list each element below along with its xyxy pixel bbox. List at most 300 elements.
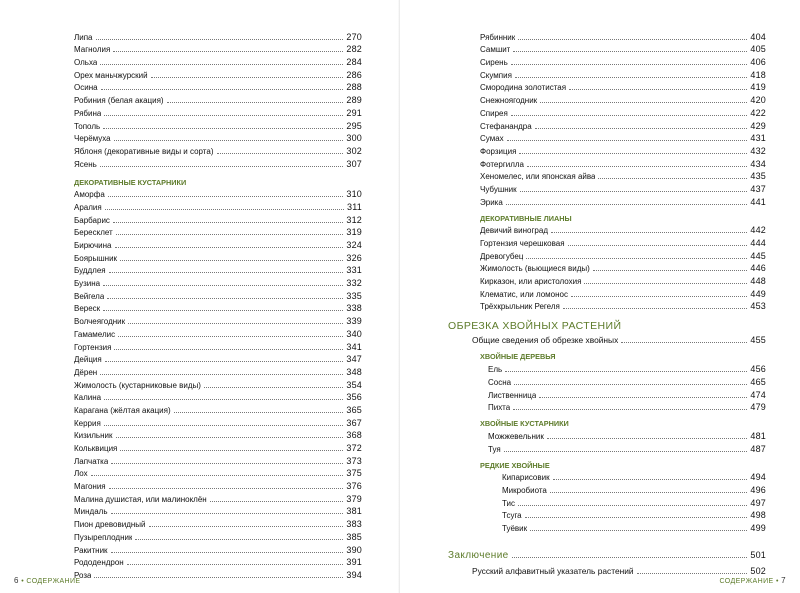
toc-entry-title: Пузыреплодник — [74, 532, 133, 542]
dot-leader — [104, 425, 344, 426]
toc-entry-title: Орех маньчжурский — [74, 70, 148, 80]
toc-page-number: 501 — [750, 550, 766, 560]
toc-entry[interactable] — [74, 440, 362, 453]
dot-leader — [547, 438, 748, 439]
dot-leader — [105, 361, 344, 362]
toc-page-number: 311 — [347, 201, 362, 212]
dot-leader — [167, 102, 344, 103]
dot-leader — [506, 204, 748, 205]
dot-leader — [515, 77, 747, 78]
toc-entry-title: Жимолость (кустарниковые виды) — [74, 380, 201, 390]
toc-entry-title: Сумах — [480, 134, 504, 144]
toc-entry-title: Ракитник — [74, 545, 108, 555]
toc-entry-title: Девичий виноград — [480, 226, 548, 236]
dot-leader — [598, 178, 747, 179]
dot-leader — [513, 51, 747, 52]
toc-entry[interactable] — [74, 516, 362, 529]
toc-entry[interactable] — [74, 212, 362, 225]
toc-entry-title: Тсуга — [502, 511, 522, 521]
toc-entry[interactable] — [74, 313, 362, 326]
right-page-number: 7 — [781, 576, 786, 585]
dot-leader — [513, 409, 747, 410]
toc-page-number: 326 — [346, 252, 362, 263]
toc-page-number: 286 — [346, 69, 362, 80]
toc-page-number: 383 — [346, 519, 362, 530]
toc-entry-title: Миндаль — [74, 507, 108, 517]
toc-entry[interactable] — [74, 402, 362, 415]
dot-leader — [116, 234, 344, 235]
toc-entry[interactable] — [480, 286, 766, 299]
toc-entry-title: Трёхкрыльник Регеля — [480, 302, 560, 312]
dot-leader — [551, 232, 747, 233]
toc-page-number: 312 — [346, 214, 362, 225]
toc-entry-title: Бузина — [74, 279, 101, 289]
toc-entry[interactable] — [74, 567, 362, 580]
toc-page-number: 291 — [346, 107, 362, 118]
toc-entry[interactable] — [480, 387, 766, 400]
toc-page-number: 331 — [346, 265, 362, 276]
dot-leader — [109, 488, 344, 489]
dot-leader — [94, 577, 343, 578]
dot-leader — [111, 513, 344, 514]
toc-entry-title: Роза — [74, 570, 92, 580]
toc-page-number: 456 — [750, 364, 766, 375]
subsection-heading-shrubs: ДЕКОРАТИВНЫЕ КУСТАРНИКИ — [74, 177, 187, 187]
dot-leader — [104, 399, 343, 400]
dot-leader — [526, 258, 747, 259]
dot-leader — [504, 451, 748, 452]
toc-entry-title: Сосна — [488, 377, 512, 387]
vines-list — [480, 223, 766, 312]
toc-page-number: 368 — [346, 430, 362, 441]
toc-entry[interactable] — [480, 67, 766, 80]
toc-entry-title: Кольквиция — [74, 444, 118, 453]
toc-page-number: 444 — [750, 238, 766, 248]
toc-page-number: 418 — [750, 69, 766, 80]
toc-entry-title: Рододендрон — [74, 558, 124, 568]
dot-leader — [96, 39, 344, 40]
dot-leader — [105, 209, 344, 210]
dot-leader — [511, 64, 748, 65]
toc-page-number: 372 — [346, 443, 362, 453]
toc-entry-title: Заключение — [448, 551, 509, 560]
dot-leader — [111, 463, 343, 464]
toc-entry[interactable] — [480, 156, 766, 169]
toc-entry[interactable] — [480, 299, 766, 312]
toc-entry-title: Сирень — [480, 58, 508, 68]
toc-entry-title: Туя — [488, 444, 501, 454]
toc-entry-title: Рябинник — [480, 32, 516, 42]
dot-leader — [113, 222, 343, 223]
toc-entry-title: Робиния (белая акация) — [74, 96, 164, 106]
dot-leader — [535, 128, 748, 129]
toc-entry[interactable] — [74, 288, 362, 301]
toc-page-number: 434 — [750, 158, 766, 169]
dot-leader — [520, 191, 748, 192]
toc-entry[interactable] — [74, 301, 362, 314]
left-page-number: 6 — [14, 576, 19, 585]
toc-page-number: 347 — [346, 354, 362, 365]
toc-entry-title: Общие сведения об обрезке хвойных — [472, 336, 619, 346]
dot-leader — [507, 140, 748, 141]
toc-entry[interactable] — [480, 470, 766, 483]
toc-page-number: 381 — [346, 506, 362, 517]
toc-page-number: 420 — [750, 95, 766, 106]
toc-page-number: 431 — [750, 133, 766, 144]
toc-entry-title: Стефанандра — [480, 121, 532, 131]
toc-entry-title: Смородина золотистая — [480, 83, 567, 93]
dot-leader — [563, 308, 748, 309]
toc-entry[interactable] — [74, 542, 362, 555]
dot-leader — [100, 64, 343, 65]
toc-page-number: 404 — [750, 31, 766, 42]
subsection-heading-conifer-trees: ХВОЙНЫЕ ДЕРЕВЬЯ — [480, 352, 556, 362]
toc-entry[interactable] — [74, 263, 362, 276]
dot-leader — [217, 153, 344, 154]
toc-page-number: 288 — [346, 82, 362, 93]
dot-leader — [107, 298, 343, 299]
dot-leader — [100, 374, 343, 375]
toc-entry[interactable] — [74, 29, 362, 42]
toc-entry-title: Снежноягодник — [480, 96, 538, 106]
toc-entry-title: Буддлея — [74, 266, 106, 276]
toc-entry[interactable] — [480, 400, 766, 413]
toc-page-number: 282 — [346, 44, 362, 55]
toc-entry[interactable] — [74, 339, 362, 352]
toc-page-number: 435 — [750, 171, 766, 182]
toc-entry[interactable] — [480, 223, 766, 236]
dot-leader — [593, 270, 748, 271]
dot-leader — [204, 387, 343, 388]
toc-entry[interactable] — [74, 504, 362, 517]
toc-page-number: 432 — [750, 145, 766, 156]
toc-entry[interactable] — [480, 118, 766, 131]
toc-page-number: 295 — [346, 120, 362, 131]
dot-leader — [553, 479, 748, 480]
toc-entry-title: Гортензия черешковая — [480, 239, 565, 248]
toc-entry[interactable] — [480, 131, 766, 144]
toc-entry[interactable] — [74, 225, 362, 238]
toc-entry-title: Жимолость (вьющиеся виды) — [480, 264, 590, 274]
toc-page-number: 429 — [750, 120, 766, 131]
toc-page-number: 449 — [750, 288, 766, 299]
toc-page-number: 365 — [346, 404, 362, 415]
subsection-heading-conifer-shrubs: ХВОЙНЫЕ КУСТАРНИКИ — [480, 419, 569, 429]
dot-leader — [210, 501, 344, 502]
toc-entry[interactable] — [74, 478, 362, 491]
toc-entry[interactable] — [480, 80, 766, 93]
toc-entry-title: Карагана (жёлтая акация) — [74, 405, 171, 415]
toc-entry-title: Черёмуха — [74, 134, 111, 144]
toc-entry-title: Ольха — [74, 58, 98, 68]
dot-leader — [571, 296, 747, 297]
dot-leader — [127, 564, 344, 565]
toc-entry[interactable] — [480, 273, 766, 286]
toc-page-number: 455 — [750, 335, 766, 346]
toc-entry-title: Ель — [488, 365, 503, 375]
toc-entry-title: Эрика — [480, 197, 503, 207]
dot-leader — [111, 552, 344, 553]
right-page — [400, 0, 800, 593]
dot-leader — [512, 557, 748, 558]
dot-leader — [530, 530, 747, 531]
toc-entry-title: Боярышник — [74, 253, 118, 263]
toc-entry[interactable] — [480, 495, 766, 508]
dot-leader — [116, 437, 344, 438]
toc-entry[interactable] — [480, 181, 766, 194]
dot-leader — [101, 89, 344, 90]
toc-entry-title: Дёрен — [74, 367, 98, 377]
toc-entry[interactable] — [74, 187, 362, 200]
rare-conifers-list — [480, 470, 766, 533]
toc-entry[interactable] — [480, 508, 766, 521]
toc-entry[interactable] — [74, 364, 362, 377]
dot-leader — [151, 77, 344, 78]
toc-entry[interactable] — [480, 482, 766, 495]
dot-leader — [103, 128, 343, 129]
toc-entry[interactable] — [480, 441, 766, 454]
toc-page-number: 496 — [750, 484, 766, 495]
toc-page-number: 390 — [346, 544, 362, 555]
toc-page-number: 446 — [750, 263, 766, 274]
toc-page-number: 300 — [346, 133, 362, 144]
toc-entry[interactable] — [74, 237, 362, 250]
dot-leader — [149, 526, 344, 527]
toc-entry[interactable] — [74, 529, 362, 542]
dot-leader — [100, 166, 344, 167]
toc-entry[interactable] — [74, 377, 362, 390]
dot-leader — [135, 539, 343, 540]
toc-page-number: 394 — [346, 569, 362, 580]
toc-entry[interactable] — [74, 105, 362, 118]
toc-entry-title: Кирказон, или аристолохия — [480, 277, 582, 287]
right-folio-label: СОДЕРЖАНИЕ — [719, 578, 774, 585]
toc-page-number: 498 — [750, 510, 766, 521]
toc-entry-title: Пихта — [488, 403, 511, 413]
folio-bullet: • — [21, 578, 27, 585]
toc-entry[interactable] — [74, 415, 362, 428]
toc-entry[interactable] — [74, 54, 362, 67]
toc-entry[interactable] — [480, 92, 766, 105]
toc-entry[interactable] — [480, 42, 766, 55]
toc-page-number: 445 — [750, 250, 766, 261]
toc-entry[interactable] — [480, 169, 766, 182]
toc-entry[interactable] — [74, 428, 362, 441]
subsection-heading-vines: ДЕКОРАТИВНЫЕ ЛИАНЫ — [480, 213, 572, 223]
dot-leader — [518, 505, 747, 506]
dot-leader — [128, 323, 343, 324]
toc-page-number: 453 — [750, 301, 766, 312]
toc-page-number: 335 — [346, 290, 362, 301]
toc-page-number: 302 — [346, 145, 362, 156]
toc-entry[interactable] — [74, 156, 362, 169]
dot-leader — [514, 384, 747, 385]
toc-entry-title: Кипарисовик — [502, 473, 550, 483]
toc-entry-title: Кизильник — [74, 431, 113, 441]
toc-page-number: 474 — [750, 389, 766, 400]
toc-entry-title: Лапчатка — [74, 456, 109, 466]
toc-entry[interactable] — [74, 143, 362, 156]
dot-leader — [525, 517, 748, 518]
toc-entry[interactable] — [480, 235, 766, 248]
toc-entry-title: Лиственница — [488, 390, 537, 400]
dot-leader — [550, 492, 747, 493]
toc-entry[interactable] — [74, 131, 362, 144]
toc-page-number: 356 — [346, 392, 362, 403]
toc-entry[interactable] — [74, 80, 362, 93]
toc-page-number: 284 — [346, 57, 362, 68]
left-shrubs-list — [74, 187, 362, 580]
toc-entry[interactable] — [74, 92, 362, 105]
toc-entry[interactable] — [480, 428, 766, 441]
toc-entry-title: Дейция — [74, 355, 102, 365]
toc-entry[interactable] — [74, 250, 362, 263]
toc-entry[interactable] — [74, 326, 362, 339]
toc-page-number: 479 — [750, 402, 766, 413]
toc-entry-title: Скумпия — [480, 70, 512, 80]
toc-entry-title: Чубушник — [480, 184, 517, 194]
toc-page-number: 376 — [346, 481, 362, 492]
toc-entry[interactable] — [74, 199, 362, 212]
toc-page-number: 494 — [750, 472, 766, 483]
toc-entry-title: Микробиота — [502, 485, 547, 495]
toc-entry[interactable] — [480, 54, 766, 67]
toc-entry[interactable] — [74, 67, 362, 80]
toc-page-number: 367 — [346, 417, 362, 428]
toc-page-number: 405 — [750, 44, 766, 55]
toc-page-number: 391 — [346, 557, 362, 568]
toc-entry[interactable] — [480, 361, 766, 374]
toc-entry-title: Барбарис — [74, 215, 110, 225]
subsection-heading-rare-conifers: РЕДКИЕ ХВОЙНЫЕ — [480, 460, 550, 470]
toc-page-number: 448 — [750, 276, 766, 287]
toc-entry[interactable] — [74, 390, 362, 403]
dot-leader — [115, 247, 344, 248]
dot-leader — [118, 336, 343, 337]
toc-page-number: 502 — [750, 566, 766, 576]
toc-entry-title: Древогубец — [480, 251, 524, 261]
dot-leader — [505, 371, 747, 372]
section-title-conifers: ОБРЕЗКА ХВОЙНЫХ РАСТЕНИЙ — [448, 320, 622, 333]
conifer-shrubs-list — [480, 428, 766, 453]
toc-page-number: 422 — [750, 107, 766, 118]
toc-entry-title: Калина — [74, 393, 102, 403]
toc-entry-conifer-intro[interactable] — [472, 332, 766, 345]
dot-leader — [519, 153, 747, 154]
dot-leader — [584, 283, 747, 284]
toc-page-number: 373 — [346, 455, 362, 466]
toc-entry-title: Яблоня (декоративные виды и сорта) — [74, 146, 214, 156]
toc-entry[interactable] — [480, 143, 766, 156]
toc-entry-title: Можжевельник — [488, 431, 544, 441]
dot-leader — [120, 450, 343, 451]
toc-entry[interactable] — [74, 453, 362, 466]
toc-entry-title: Пион древовидный — [74, 520, 146, 530]
toc-page-number: 319 — [346, 227, 362, 238]
toc-page-number: 406 — [750, 57, 766, 68]
toc-entry[interactable] — [74, 118, 362, 131]
left-folio — [14, 576, 81, 585]
dot-leader — [113, 51, 343, 52]
dot-leader — [569, 89, 747, 90]
toc-entry-title: Ясень — [74, 159, 97, 169]
toc-page-number: 487 — [750, 443, 766, 454]
toc-entry[interactable] — [480, 261, 766, 274]
toc-page-number: 375 — [346, 468, 362, 479]
toc-entry[interactable] — [74, 275, 362, 288]
toc-entry[interactable] — [74, 466, 362, 479]
toc-entry[interactable] — [480, 194, 766, 207]
folio-bullet: • — [775, 578, 782, 585]
toc-page-number: 379 — [346, 493, 362, 504]
toc-entry-title: Аморфа — [74, 190, 105, 200]
toc-entry-title: Тополь — [74, 121, 101, 131]
conifer-trees-list — [480, 361, 766, 412]
toc-entry-title: Туёвик — [502, 524, 528, 533]
left-folio-label: СОДЕРЖАНИЕ — [26, 578, 81, 585]
dot-leader — [108, 196, 344, 197]
toc-entry-conclusion[interactable] — [448, 545, 766, 560]
right-toc-column — [448, 29, 766, 576]
dot-leader — [120, 260, 343, 261]
toc-entry-title: Магнолия — [74, 45, 111, 55]
toc-entry-title: Клематис, или ломонос — [480, 289, 568, 299]
toc-entry-index[interactable] — [472, 563, 766, 576]
toc-entry-title: Липа — [74, 32, 93, 42]
dot-leader — [109, 272, 344, 273]
toc-entry[interactable] — [480, 29, 766, 42]
dot-leader — [104, 115, 343, 116]
toc-entry-title: Фотергилла — [480, 159, 524, 169]
toc-entry[interactable] — [480, 105, 766, 118]
toc-entry[interactable] — [480, 520, 766, 533]
toc-page-number: 324 — [346, 240, 362, 250]
toc-entry[interactable] — [74, 555, 362, 568]
dot-leader — [103, 285, 343, 286]
toc-page-number: 419 — [750, 82, 766, 93]
toc-page-number: 442 — [750, 225, 766, 236]
dot-leader — [114, 140, 344, 141]
toc-entry[interactable] — [480, 248, 766, 261]
dot-leader — [518, 39, 747, 40]
dot-leader — [511, 115, 748, 116]
toc-entry-title: Бирючина — [74, 241, 112, 250]
right-shrubs-continued-list — [480, 29, 766, 207]
toc-page-number: 338 — [346, 303, 362, 314]
dot-leader — [568, 245, 748, 246]
toc-entry-title: Спирея — [480, 108, 508, 118]
toc-page-number: 307 — [346, 158, 362, 169]
toc-entry[interactable] — [74, 491, 362, 504]
toc-page-number: 437 — [750, 183, 766, 194]
toc-entry-title: Бересклет — [74, 228, 113, 238]
toc-entry-title: Самшит — [480, 45, 511, 55]
dot-leader — [91, 475, 344, 476]
toc-entry[interactable] — [74, 42, 362, 55]
toc-entry[interactable] — [74, 352, 362, 365]
toc-entry-title: Форзиция — [480, 146, 517, 156]
toc-page-number: 465 — [750, 376, 766, 387]
left-toc-column — [74, 29, 362, 580]
toc-entry-title: Аралия — [74, 202, 102, 212]
dot-leader — [637, 573, 748, 574]
toc-page-number: 499 — [750, 523, 766, 533]
toc-page-number: 332 — [346, 278, 362, 289]
toc-entry[interactable] — [480, 374, 766, 387]
toc-page-number: 310 — [346, 189, 362, 200]
toc-entry-title: Вейгела — [74, 291, 105, 301]
toc-entry-title: Волчеягодник — [74, 317, 126, 327]
